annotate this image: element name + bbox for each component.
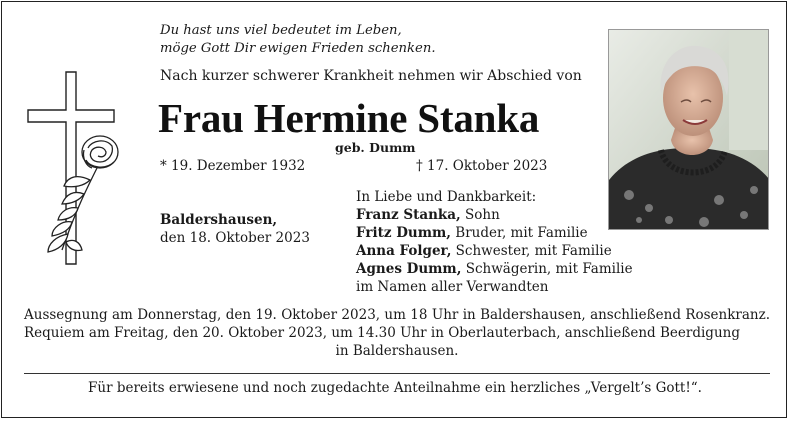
intro-text: Nach kurzer schwerer Krankheit nehmen wir Abschied von [160,68,582,84]
mourner-row [356,224,633,242]
divider [24,373,770,374]
mourner-relation: Schwägerin, mit Familie [461,261,633,277]
mourners-closing: im Namen aller Verwandten [356,279,549,295]
service-last-line: in Baldershausen. [335,343,459,359]
place-date-text: den 18. Oktober 2023 [160,230,310,246]
mourner-relation: Sohn [460,207,500,223]
deceased-name: Frau Hermine Stanka [158,95,540,141]
death-date: † 17. Oktober 2023 [416,158,548,174]
portrait-photo [608,29,769,230]
mourner-relation: Bruder, mit Familie [450,225,588,241]
cross-with-rose-icon [26,70,121,268]
service-details [24,306,770,360]
mourner-name: Anna Folger, [356,243,452,259]
mourner-relation: Schwester, mit Familie [451,243,612,259]
place-date [160,211,310,247]
mourner-row [356,260,633,278]
verse-line-2: möge Gott Dir ewigen Frieden schenken. [160,41,436,56]
mourner-name: Franz Stanka, [356,207,461,223]
birth-date: * 19. Dezember 1932 [160,158,306,174]
mourners-block [356,188,633,296]
maiden-name: geb. Dumm [335,140,416,155]
service-text: Aussegnung am Donnerstag, den 19. Oktober 2023, um 18 Uhr in Baldershausen, anschließend Rosenkranz. Requiem am Freitag, den 20. Oktober 2023, um 14.30 Uhr in Oberlauterbach, anschließend Beerdigung [24,307,770,341]
verse-line-1: Du hast uns viel bedeutet im Leben, [160,23,402,38]
mourner-row [356,206,633,224]
place-town: Baldershausen, [160,212,278,228]
mourners-heading: In Liebe und Dankbarkeit: [356,189,537,205]
thanks-line: Für bereits erwiesene und noch zugedachte Anteilnahme ein herzliches „Vergelt’s Gott!“. [88,380,702,396]
obituary-notice [1,1,787,418]
mourner-name: Fritz Dumm, [356,225,451,241]
mourner-row [356,242,633,260]
mourner-name: Agnes Dumm, [356,261,462,277]
